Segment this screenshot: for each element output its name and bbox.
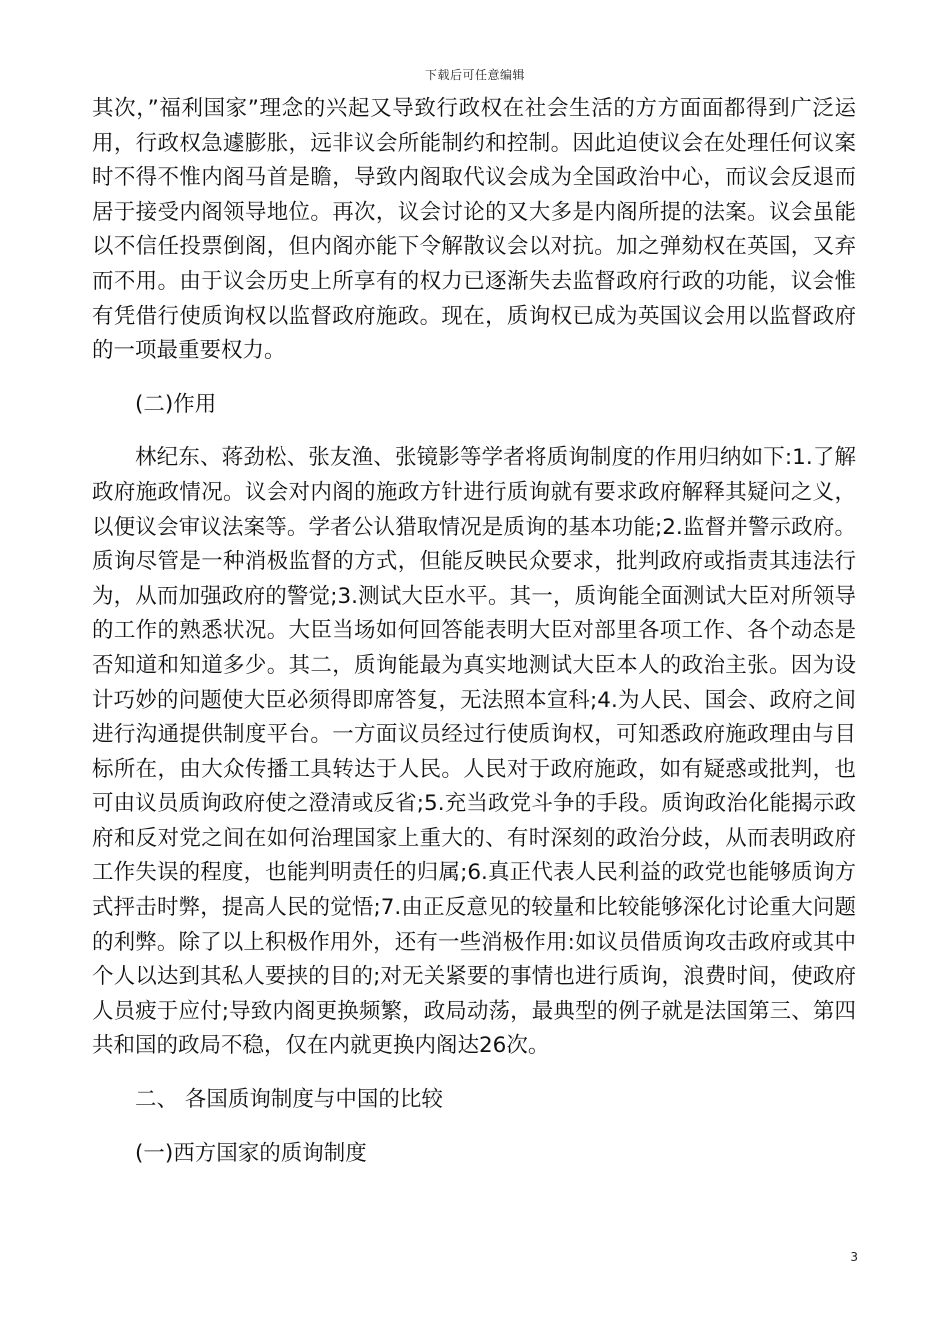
heading-western-systems: (一)西方国家的质询制度 — [135, 1140, 367, 1166]
page-number: 3 — [850, 1250, 858, 1264]
document-body — [92, 92, 856, 1171]
heading-section-comparison: 二、 各国质询制度与中国的比较 — [135, 1087, 443, 1113]
heading-function: (二)作用 — [135, 391, 217, 417]
paragraph-functions-of-interpellation: 林纪东、蒋劲松、张友渔、张镜影等学者将质询制度的作用归纳如下:1.了解政府施政情况。议会对内阁的施政方针进行质询就有要求政府解释其疑问之义，以便议会审议法案等。学者公认猎取情况是质询的基本功能;2.监督并警示政府。质询尽管是一种消极监督的方式，但能反映民众要求，批判政府或指责其违法行为，从而加强政府的警觉;3.测试大臣水平。其一，质询能全面测试大臣对所领导的工作的熟悉状况。大臣当场如何回答能表明大臣对部里各项工作、各个动态是否知道和知道多少。其二，质询能最为真实地测试大臣本人的政治主张。因为设计巧妙的问题使大臣必须得即席答复，无法照本宣科;4.为人民、国会、政府之间进行沟通提供制度平台。一方面议员经过行使质询权，可知悉政府施政理由与目标所在，由大众传播工具转达于人民。人民对于政府施政，如有疑惑或批判，也可由议员质询政府使之澄清或反省;5.充当政党斗争的手段。质询政治化能揭示政府和反对党之间在如何治理国家上重大的、有时深刻的政治分歧，从而表明政府工作失误的程度，也能判明责任的归属;6.真正代表人民利益的政党也能够质询方式抨击时弊，提高人民的觉悟;7.由正反意见的较量和比较能够深化讨论重大问题的利弊。除了以上积极作用外，还有一些消极作用:如议员借质询攻击政府或其中个人以达到其私人要挟的目的;对无关紧要的事情也进行质询，浪费时间，使政府人员疲于应付;导致内阁更换频繁，政局动荡，最典型的例子就是法国第三、第四共和国的政局不稳，仅在内就更换内阁达26次。 — [92, 445, 856, 1059]
page-header: 下载后可任意编辑 — [424, 68, 525, 82]
paragraph-parliament-decline: 其次，”福利国家”理念的兴起又导致行政权在社会生活的方方面面都得到广泛运用，行政权急遽膨胀，远非议会所能制约和控制。因此迫使议会在处理任何议案时不得不惟内阁马首是瞻，导致内阁取代议会成为全国政治中心，而议会反退而居于接受内阁领导地位。再次，议会讨论的又大多是内阁所提的法案。议会虽能以不信任投票倒阁，但内阁亦能下令解散议会以对抗。加之弹劾权在英国，又弃而不用。由于议会历史上所享有的权力已逐渐失去监督政府行政的功能，议会惟有凭借行使质询权以监督政府施政。现在，质询权已成为英国议会用以监督政府的一项最重要权力。 — [92, 96, 856, 364]
